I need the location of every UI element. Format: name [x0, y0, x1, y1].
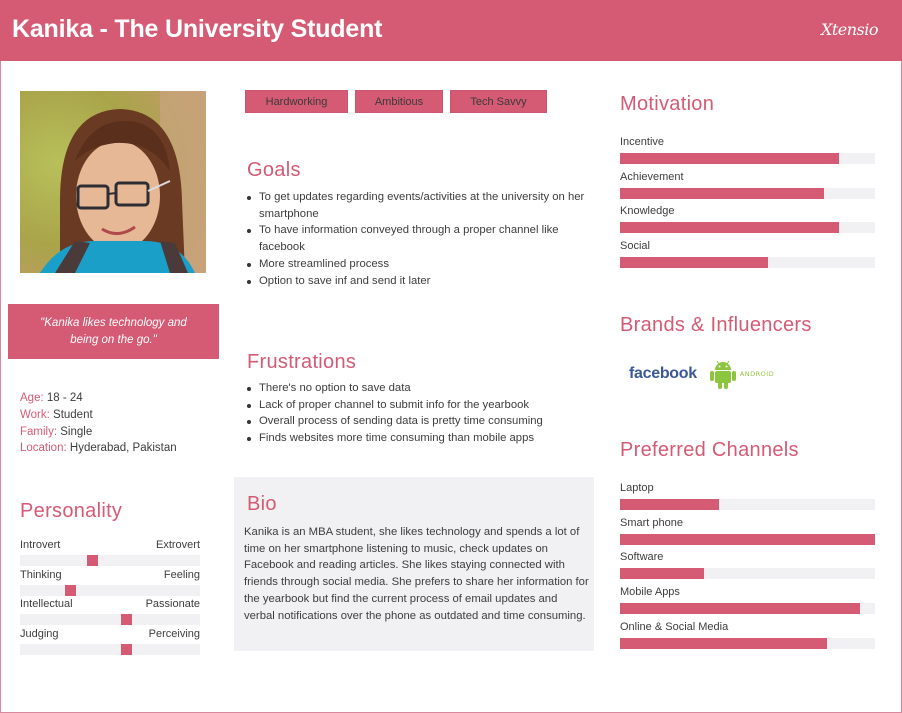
fact-value: Student	[49, 408, 93, 421]
goals-list	[245, 189, 590, 289]
channel-label: Smart phone	[620, 516, 683, 529]
motivation-item	[620, 205, 875, 240]
bar-track	[620, 188, 875, 199]
bio-text: Kanika is an MBA student, she likes technology and spends a lot of time on her smartphone listening to music, check updates on Facebook and reading articles. She likes staying connected with friends through social media. She prefers to share her information for the yearbook but find the current process of email updates and verbal notifications over the phone as outdated and time consuming.	[244, 526, 589, 622]
motivation-label: Incentive	[620, 136, 665, 148]
goal-item: Option to save inf and send it later	[245, 273, 590, 290]
channel-item	[620, 551, 875, 586]
personality-scales	[20, 538, 200, 656]
persona-quote: "Kanika likes technology and being on the go."	[8, 304, 219, 359]
trait-marker	[121, 644, 132, 655]
android-logo	[709, 359, 774, 389]
trait-marker	[121, 614, 132, 625]
trait-right-label: Extrovert	[155, 539, 200, 551]
fact-age	[20, 390, 177, 407]
motivation-title: Motivation	[620, 93, 715, 115]
bar-fill	[620, 153, 839, 164]
channel-item	[620, 482, 875, 517]
motivation-label: Achievement	[620, 170, 684, 183]
header-bar	[0, 0, 902, 61]
bar-track	[620, 638, 875, 649]
frustration-item: Finds websites more time consuming than mobile apps	[245, 430, 590, 447]
motivation-item	[620, 171, 875, 206]
fact-family	[20, 424, 177, 441]
facebook-logo: facebook	[629, 365, 697, 382]
bar-track	[620, 257, 875, 268]
bar-track	[620, 603, 875, 614]
fact-label: Location:	[20, 442, 67, 455]
channel-label: Mobile Apps	[620, 586, 680, 599]
trait-marker	[87, 555, 98, 566]
brands-title: Brands & Influencers	[620, 314, 812, 336]
trait-right-label: Perceiving	[148, 627, 200, 640]
persona-photo-illustration	[20, 91, 206, 273]
channel-item	[620, 517, 875, 552]
fact-value: Single	[57, 425, 93, 438]
channel-bars	[620, 482, 875, 655]
bar-track	[620, 534, 875, 545]
bar-fill	[620, 568, 704, 579]
personality-trait	[20, 538, 200, 568]
channels-title: Preferred Channels	[620, 439, 799, 461]
fact-value: 18 - 24	[43, 392, 83, 404]
tag-hardworking: Hardworking	[245, 90, 348, 113]
channel-item	[620, 586, 875, 621]
trait-left-label: Judging	[20, 627, 59, 640]
channel-item	[620, 621, 875, 656]
trait-right-label: Feeling	[163, 568, 200, 581]
motivation-label: Social	[620, 240, 650, 253]
bar-track	[620, 499, 875, 510]
bar-fill	[620, 257, 768, 268]
fact-value: Hyderabad, Pakistan	[66, 442, 177, 455]
trait-left-label: Thinking	[20, 568, 62, 581]
frustration-item: Lack of proper channel to submit info for the yearbook	[245, 397, 590, 414]
bar-fill	[620, 188, 824, 199]
fact-label: Age:	[20, 392, 44, 404]
trait-left-label: Introvert	[20, 539, 61, 551]
frustration-item: Overall process of sending data is pretty time consuming	[245, 413, 590, 430]
goal-item: To get updates regarding events/activities at the university on her smartphone	[245, 189, 590, 222]
tag-tech-savvy: Tech Savvy	[450, 90, 547, 113]
bar-track	[620, 153, 875, 164]
bar-track	[620, 222, 875, 233]
personality-title: Personality	[20, 500, 123, 522]
motivation-item	[620, 136, 875, 171]
fact-label: Family:	[20, 425, 58, 438]
persona-facts	[20, 390, 177, 457]
goal-item: More streamlined process	[245, 256, 590, 273]
trait-track	[20, 614, 200, 625]
tag-ambitious: Ambitious	[355, 90, 443, 113]
bar-fill	[620, 603, 860, 614]
frustrations-list	[245, 380, 590, 447]
motivation-item	[620, 240, 875, 275]
bio-title: Bio	[247, 493, 277, 515]
motivation-bars	[620, 136, 875, 275]
bar-fill	[620, 222, 839, 233]
fact-label: Work:	[20, 408, 50, 421]
channel-label: Software	[620, 551, 664, 564]
page-title: Kanika - The University Student	[12, 15, 383, 43]
bar-fill	[620, 638, 827, 649]
motivation-label: Knowledge	[620, 205, 675, 218]
trait-track	[20, 555, 200, 566]
bio-panel	[234, 477, 594, 651]
goal-item: To have information conveyed through a proper channel like facebook	[245, 222, 590, 255]
channel-label: Laptop	[620, 482, 654, 494]
xtensio-logo: Xtensio	[820, 20, 878, 39]
personality-trait	[20, 627, 200, 657]
trait-track	[20, 644, 200, 655]
channel-label: Online & Social Media	[620, 620, 729, 633]
goals-title: Goals	[247, 159, 301, 181]
bar-fill	[620, 499, 719, 510]
trait-marker	[65, 585, 76, 596]
personality-trait	[20, 597, 200, 627]
persona-photo	[20, 91, 206, 273]
trait-left-label: Intellectual	[20, 598, 73, 610]
frustration-item: There's no option to save data	[245, 380, 590, 397]
bar-track	[620, 568, 875, 579]
frustrations-title: Frustrations	[247, 351, 357, 373]
bar-fill	[620, 534, 875, 545]
fact-location	[20, 440, 177, 457]
trait-right-label: Passionate	[145, 598, 200, 610]
brand-logos	[629, 359, 774, 389]
android-robot-icon	[709, 359, 737, 389]
android-wordmark: ANDROID	[739, 370, 775, 378]
fact-work	[20, 407, 177, 424]
personality-trait	[20, 568, 200, 598]
trait-track	[20, 585, 200, 596]
trait-tags	[245, 90, 547, 113]
